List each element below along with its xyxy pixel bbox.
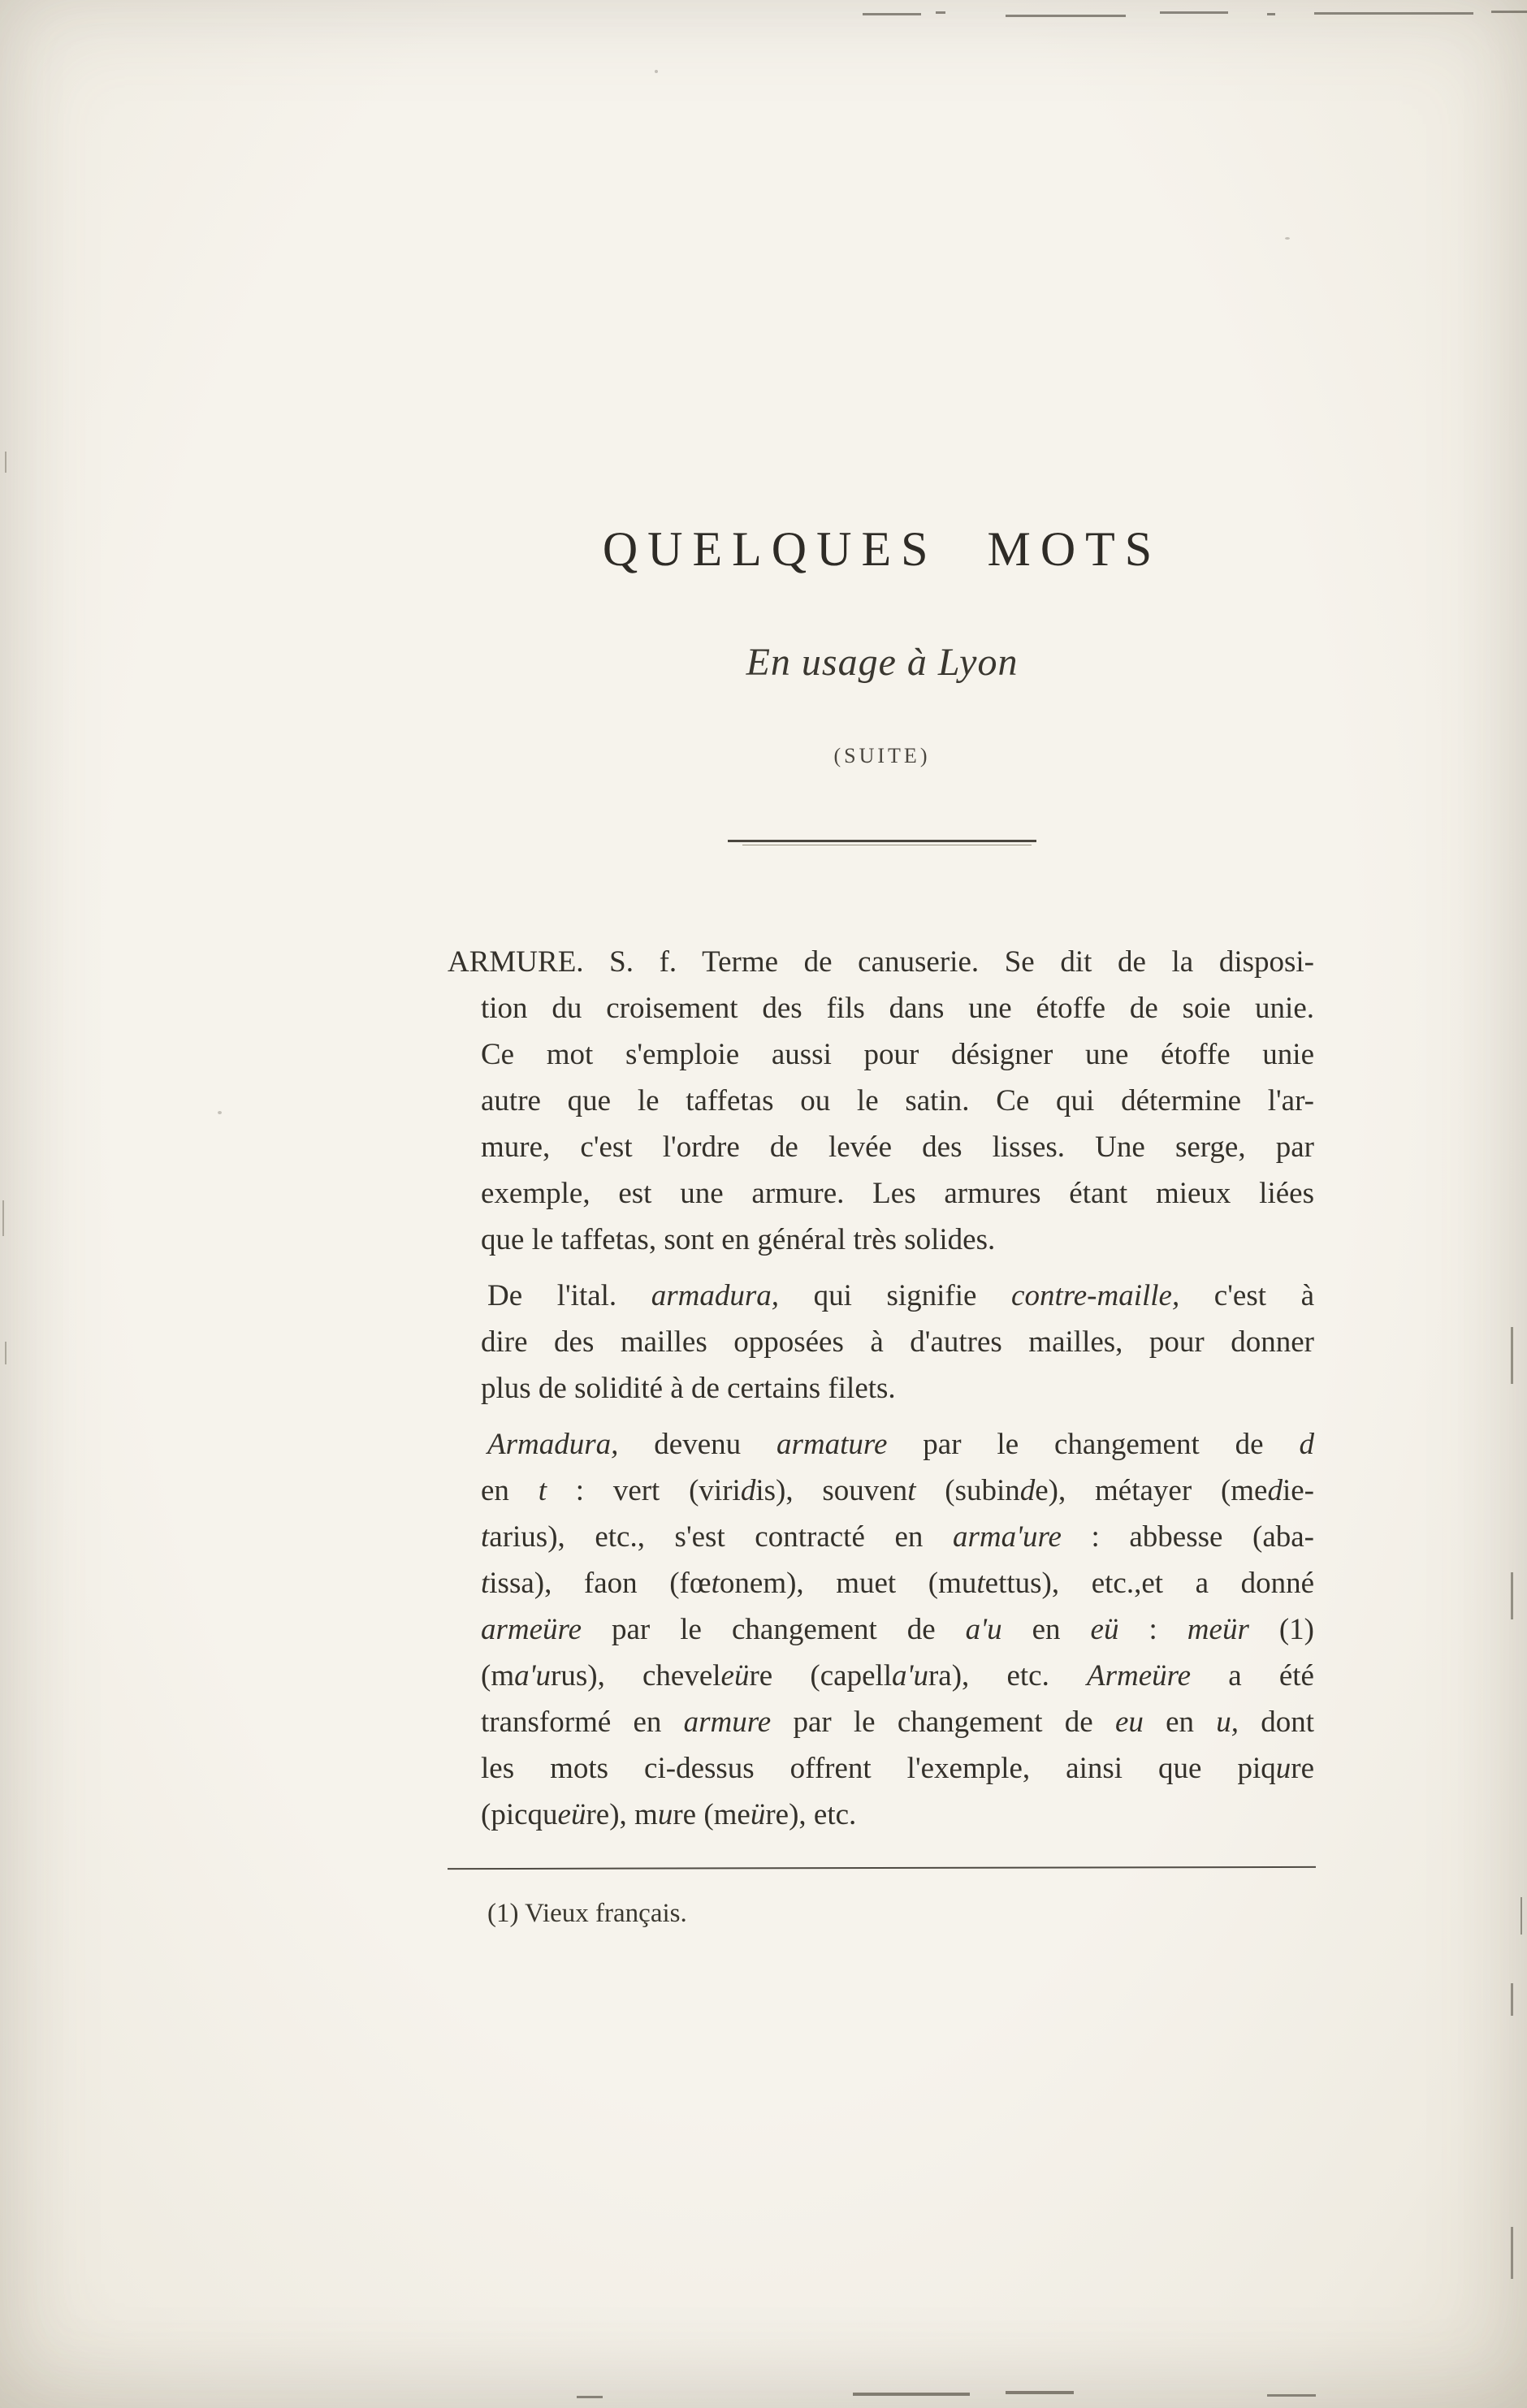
text-line: Armadura, devenu armature par le changement de d	[487, 1428, 1314, 1461]
scan-artifact	[2, 1200, 4, 1236]
scan-artifact	[1491, 11, 1527, 13]
text-line: armeüre par le changement de a'u en eü : meür (1)	[481, 1613, 1314, 1646]
text-line: exemple, est une armure. Les armures étant mieux liées	[481, 1177, 1314, 1210]
scan-artifact	[5, 452, 6, 473]
scan-artifact	[1267, 13, 1275, 15]
text-line: (picqueüre), mure (meüre), etc.	[481, 1798, 857, 1831]
entry-armure-etymology-2	[481, 1421, 1314, 1838]
text-line: transformé en armure par le changement de eu en u, dont	[481, 1705, 1314, 1739]
scan-artifact	[218, 1111, 222, 1114]
text-line: mure, c'est l'ordre de levée des lisses. Une serge, par	[481, 1131, 1314, 1164]
scan-artifact	[863, 13, 921, 15]
footnote-rule	[448, 1866, 1316, 1870]
scan-artifact	[1511, 1983, 1513, 2016]
text-line: dire des mailles opposées à d'autres mailles, pour donner	[481, 1325, 1314, 1359]
scan-artifact	[1006, 2391, 1074, 2394]
scan-artifact	[1511, 1327, 1513, 1384]
scan-artifact	[655, 70, 658, 73]
page-subtitle: En usage à Lyon	[746, 641, 1019, 684]
text-line: que le taffetas, sont en général très solides.	[481, 1223, 996, 1256]
scan-artifact	[1314, 12, 1473, 15]
entry-armure-definition	[448, 939, 1314, 1263]
scan-artifact	[853, 2393, 970, 2396]
scan-artifact	[1521, 1897, 1522, 1935]
scan-artifact	[1160, 11, 1228, 14]
text-line: tissa), faon (fœtonem), muet (mutettus), etc.,et a donné	[481, 1567, 1315, 1600]
scan-artifact	[936, 11, 945, 14]
text-line: autre que le taffetas ou le satin. Ce qui détermine l'ar-	[481, 1084, 1314, 1118]
scan-artifact	[1511, 1572, 1513, 1619]
text-line: tion du croisement des fils dans une étoffe de soie unie.	[481, 992, 1314, 1025]
scan-artifact	[577, 2396, 603, 2398]
text-line: en t : vert (viridis), souvent (subinde), métayer (medie-	[481, 1474, 1314, 1507]
text-line: les mots ci-dessus offrent l'exemple, ainsi que piqure	[481, 1752, 1314, 1785]
page-title: QUELQUES MOTS	[602, 522, 1162, 576]
text-line: tarius), etc., s'est contracté en arma'ure : abbesse (aba-	[481, 1520, 1314, 1554]
scan-artifact	[1511, 2227, 1513, 2279]
section-divider-rule	[728, 840, 1036, 845]
section-note: (SUITE)	[833, 744, 931, 767]
text-line: (ma'urus), cheveleüre (capella'ura), etc. Armeüre a été	[481, 1659, 1314, 1693]
scan-artifact	[1006, 15, 1126, 17]
text-line: Ce mot s'emploie aussi pour désigner une étoffe unie	[481, 1038, 1314, 1071]
footnote-text: (1) Vieux français.	[487, 1899, 687, 1928]
text-line: plus de solidité à de certains filets.	[481, 1372, 896, 1405]
text-line: ARMURE. S. f. Terme de canuserie. Se dit de la disposi-	[448, 945, 1314, 979]
scan-artifact	[5, 1342, 6, 1364]
text-line: De l'ital. armadura, qui signifie contre-maille, c'est à	[487, 1279, 1314, 1312]
scan-artifact	[1285, 237, 1290, 240]
divider-line-main	[728, 840, 1036, 842]
scan-artifact	[1267, 2394, 1316, 2397]
body-text	[448, 939, 1315, 1838]
entry-armure-etymology-1	[481, 1273, 1314, 1412]
